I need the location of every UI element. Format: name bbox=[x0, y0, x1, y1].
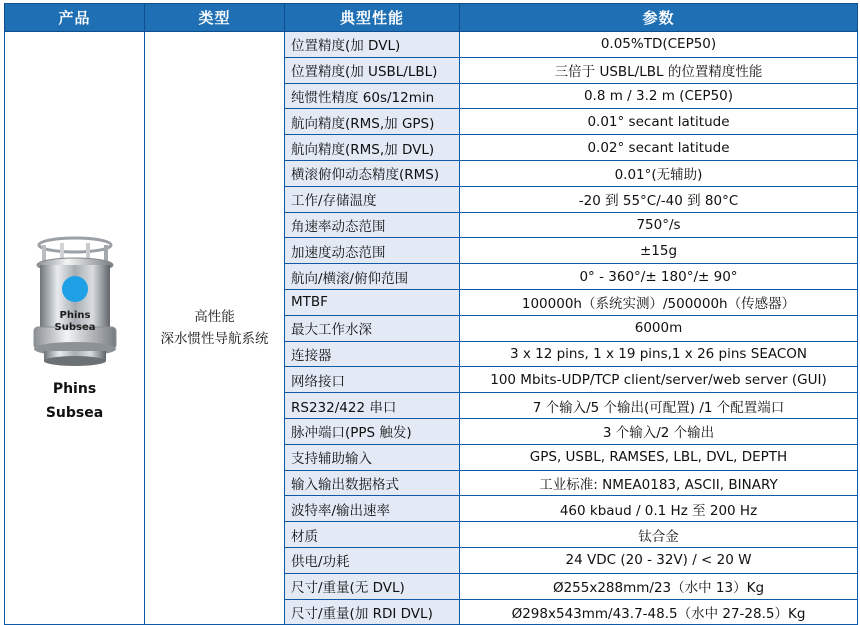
product-name bbox=[5, 377, 144, 425]
spec-value: 0.8 m / 3.2 m (CEP50) bbox=[460, 83, 858, 109]
spec-name: 供电/功耗 bbox=[285, 547, 460, 573]
spec-name: 材质 bbox=[285, 522, 460, 548]
spec-value: 0.01°(无辅助) bbox=[460, 160, 858, 186]
header-performance: 典型性能 bbox=[285, 4, 460, 32]
spec-value: 7 个输入/5 个输出(可配置) /1 个配置端口 bbox=[460, 393, 858, 419]
spec-value: Ø298x543mm/43.7-48.5（水中 27-28.5）Kg bbox=[460, 599, 858, 625]
spec-name: 波特率/输出速率 bbox=[285, 496, 460, 522]
spec-value: 24 VDC (20 - 32V) / < 20 W bbox=[460, 547, 858, 573]
phins-subsea-device-image bbox=[20, 231, 130, 371]
spec-value: -20 到 55°C/-40 到 80°C bbox=[460, 186, 858, 212]
spec-value: 460 kbaud / 0.1 Hz 至 200 Hz bbox=[460, 496, 858, 522]
spec-value: 钛合金 bbox=[460, 522, 858, 548]
spec-name: 脉冲端口(PPS 触发) bbox=[285, 418, 460, 444]
spec-name: 支持辅助输入 bbox=[285, 444, 460, 470]
spec-name: 横滚俯仰动态精度(RMS) bbox=[285, 160, 460, 186]
spec-value: ±15g bbox=[460, 238, 858, 264]
spec-value: 0.02° secant latitude bbox=[460, 135, 858, 161]
spec-name: 网络接口 bbox=[285, 367, 460, 393]
table-row bbox=[5, 32, 858, 58]
header-product: 产品 bbox=[5, 4, 145, 32]
spec-name: 纯惯性精度 60s/12min bbox=[285, 83, 460, 109]
type-line1: 高性能 bbox=[194, 309, 235, 326]
spec-value: 100 Mbits-UDP/TCP client/server/web server (GUI) bbox=[460, 367, 858, 393]
table-body bbox=[5, 32, 858, 625]
header-row bbox=[5, 4, 858, 32]
spec-name: RS232/422 串口 bbox=[285, 393, 460, 419]
spec-value: 工业标准: NMEA0183, ASCII, BINARY bbox=[460, 470, 858, 496]
spec-name: 加速度动态范围 bbox=[285, 238, 460, 264]
spec-name: 位置精度(加 USBL/LBL) bbox=[285, 57, 460, 83]
spec-name: MTBF bbox=[285, 289, 460, 315]
spec-name: 输入输出数据格式 bbox=[285, 470, 460, 496]
spec-name: 工作/存储温度 bbox=[285, 186, 460, 212]
type-cell bbox=[145, 32, 285, 625]
header-params: 参数 bbox=[460, 4, 858, 32]
spec-value: 三倍于 USBL/LBL 的位置精度性能 bbox=[460, 57, 858, 83]
spec-name: 位置精度(加 DVL) bbox=[285, 32, 460, 58]
spec-value: 0.05%TD(CEP50) bbox=[460, 32, 858, 58]
spec-value: 0° - 360°/± 180°/± 90° bbox=[460, 264, 858, 290]
specs-table bbox=[4, 3, 858, 625]
spec-name: 航向精度(RMS,加 GPS) bbox=[285, 109, 460, 135]
spec-value: 3 个输入/2 个输出 bbox=[460, 418, 858, 444]
spec-name: 连接器 bbox=[285, 341, 460, 367]
spec-value: Ø255x288mm/23（水中 13）Kg bbox=[460, 573, 858, 599]
spec-value: 6000m bbox=[460, 315, 858, 341]
spec-name: 角速率动态范围 bbox=[285, 212, 460, 238]
spec-value: GPS, USBL, RAMSES, LBL, DVL, DEPTH bbox=[460, 444, 858, 470]
product-name-line1: Phins bbox=[52, 381, 97, 398]
spec-value: 0.01° secant latitude bbox=[460, 109, 858, 135]
spec-name: 尺寸/重量(无 DVL) bbox=[285, 573, 460, 599]
type-line2: 深水惯性导航系统 bbox=[160, 331, 269, 348]
spec-name: 航向精度(RMS,加 DVL) bbox=[285, 135, 460, 161]
spec-value: 3 x 12 pins, 1 x 19 pins,1 x 26 pins SEACON bbox=[460, 341, 858, 367]
spec-value: 100000h（系统实测）/500000h（传感器） bbox=[460, 289, 858, 315]
header-type: 类型 bbox=[145, 4, 285, 32]
svg-text:Phins: Phins bbox=[59, 310, 90, 322]
spec-name: 航向/横滚/俯仰范围 bbox=[285, 264, 460, 290]
spec-value: 750°/s bbox=[460, 212, 858, 238]
product-name-line2: Subsea bbox=[45, 405, 104, 422]
spec-name: 最大工作水深 bbox=[285, 315, 460, 341]
product-cell bbox=[5, 32, 145, 625]
svg-text:Subsea: Subsea bbox=[54, 322, 95, 334]
spec-name: 尺寸/重量(加 RDI DVL) bbox=[285, 599, 460, 625]
